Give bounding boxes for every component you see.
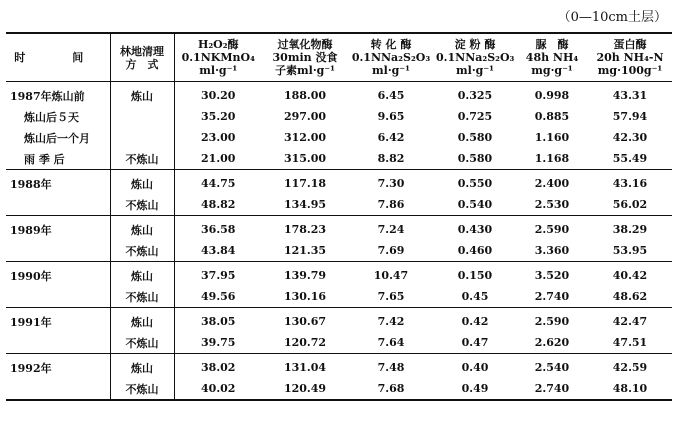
value-cell: 23.00 bbox=[201, 131, 236, 144]
value-cell: 2.590 bbox=[534, 315, 570, 328]
value-cell: 57.94 bbox=[612, 110, 648, 123]
value-cell: 0.40 bbox=[461, 361, 489, 374]
value-cell: 48.82 bbox=[201, 198, 236, 211]
table-row bbox=[6, 240, 672, 262]
header-line: 淀 粉 酶 bbox=[454, 38, 496, 51]
time-cell: 1989年 bbox=[10, 223, 52, 237]
table-row bbox=[6, 106, 672, 127]
time-cell: 雨 季 后 bbox=[24, 152, 65, 166]
value-cell: 6.42 bbox=[377, 131, 405, 144]
value-cell: 2.740 bbox=[534, 290, 570, 303]
value-cell: 43.31 bbox=[612, 89, 648, 102]
header-time: 时 间 bbox=[14, 51, 102, 64]
value-cell: 43.16 bbox=[612, 177, 648, 190]
value-cell: 7.68 bbox=[377, 382, 405, 395]
header-line: ml·g⁻¹ bbox=[199, 64, 238, 77]
value-cell: 7.65 bbox=[377, 290, 405, 303]
value-cell: 297.00 bbox=[283, 110, 327, 123]
value-cell: 1.168 bbox=[534, 152, 570, 165]
table-row bbox=[6, 127, 672, 148]
value-cell: 2.590 bbox=[534, 223, 570, 236]
row-group bbox=[6, 82, 672, 170]
method-cell: 不炼山 bbox=[110, 332, 174, 354]
value-cell: 0.325 bbox=[457, 89, 493, 102]
value-cell: 9.65 bbox=[377, 110, 405, 123]
method-cell: 炼山 bbox=[110, 354, 174, 379]
row-group bbox=[6, 308, 672, 354]
soil-layer-note: （0—10cm土层） bbox=[557, 10, 667, 25]
header-line: ml·g⁻¹ bbox=[456, 64, 494, 77]
value-cell: 178.23 bbox=[283, 223, 327, 236]
value-cell: 0.150 bbox=[457, 269, 493, 282]
value-cell: 117.18 bbox=[283, 177, 327, 190]
header-line: mg·100g⁻¹ bbox=[597, 64, 663, 77]
value-cell: 7.69 bbox=[377, 244, 405, 257]
value-cell: 0.430 bbox=[457, 223, 493, 236]
header-line: 0.1NNa₂S₂O₃ bbox=[436, 51, 515, 64]
value-cell: 0.45 bbox=[461, 290, 489, 303]
table-row bbox=[6, 354, 672, 379]
value-cell: 0.42 bbox=[461, 315, 489, 328]
header-line: mg·g⁻¹ bbox=[531, 64, 573, 77]
time-cell bbox=[6, 194, 110, 216]
value-cell: 3.360 bbox=[534, 244, 570, 257]
header-line: ml·g⁻¹ bbox=[372, 64, 410, 77]
method-cell: 炼山 bbox=[110, 262, 174, 287]
table-header bbox=[6, 33, 672, 82]
header-line: 过氧化物酶 bbox=[277, 38, 333, 51]
table-row bbox=[6, 286, 672, 308]
value-cell: 0.47 bbox=[461, 336, 489, 349]
value-cell: 0.550 bbox=[457, 177, 493, 190]
table-row bbox=[6, 216, 672, 241]
value-cell: 0.580 bbox=[457, 131, 493, 144]
value-cell: 7.24 bbox=[377, 223, 405, 236]
method-cell: 不炼山 bbox=[110, 148, 174, 170]
header-line: 蛋白酶 bbox=[613, 38, 647, 51]
value-cell: 7.30 bbox=[377, 177, 405, 190]
value-cell: 6.45 bbox=[377, 89, 405, 102]
value-cell: 134.95 bbox=[283, 198, 327, 211]
value-cell: 39.75 bbox=[201, 336, 236, 349]
header-line: 脲 酶 bbox=[535, 38, 569, 51]
value-cell: 55.49 bbox=[612, 152, 648, 165]
table-row bbox=[6, 262, 672, 287]
value-cell: 2.740 bbox=[534, 382, 570, 395]
header-invertase bbox=[348, 33, 434, 82]
time-cell: 炼山后５天 bbox=[24, 110, 79, 124]
time-cell: 1990年 bbox=[10, 269, 52, 283]
value-cell: 48.10 bbox=[612, 382, 648, 395]
value-cell: 315.00 bbox=[283, 152, 327, 165]
value-cell: 0.885 bbox=[534, 110, 570, 123]
time-cell: 1988年 bbox=[10, 177, 52, 191]
value-cell: 0.725 bbox=[457, 110, 493, 123]
value-cell: 1.160 bbox=[534, 131, 570, 144]
method-cell: 炼山 bbox=[110, 82, 174, 107]
value-cell: 40.02 bbox=[201, 382, 236, 395]
value-cell: 2.620 bbox=[534, 336, 570, 349]
value-cell: 35.20 bbox=[201, 110, 236, 123]
value-cell: 21.00 bbox=[201, 152, 236, 165]
value-cell: 30.20 bbox=[201, 89, 236, 102]
value-cell: 36.58 bbox=[201, 223, 236, 236]
time-cell bbox=[6, 332, 110, 354]
value-cell: 139.79 bbox=[283, 269, 327, 282]
value-cell: 42.47 bbox=[612, 315, 648, 328]
table-row bbox=[6, 148, 672, 170]
value-cell: 3.520 bbox=[534, 269, 570, 282]
header-line: 0.1NNa₂S₂O₃ bbox=[351, 51, 431, 64]
value-cell: 42.30 bbox=[612, 131, 648, 144]
value-cell: 47.51 bbox=[612, 336, 648, 349]
value-cell: 130.67 bbox=[283, 315, 327, 328]
header-line: 0.1NKMnO₄ bbox=[181, 51, 255, 64]
header-peroxidase bbox=[262, 33, 348, 82]
table-row bbox=[6, 170, 672, 195]
header-protease bbox=[588, 33, 672, 82]
table-row bbox=[6, 378, 672, 400]
value-cell: 38.05 bbox=[201, 315, 236, 328]
header-h2o2-enzyme bbox=[174, 33, 262, 82]
method-cell bbox=[110, 106, 174, 127]
row-group bbox=[6, 170, 672, 216]
soil-enzyme-table bbox=[6, 32, 672, 401]
value-cell: 120.49 bbox=[283, 382, 327, 395]
value-cell: 130.16 bbox=[283, 290, 327, 303]
header-amylase bbox=[434, 33, 516, 82]
row-group bbox=[6, 216, 672, 262]
method-cell: 不炼山 bbox=[110, 240, 174, 262]
value-cell: 7.86 bbox=[377, 198, 405, 211]
row-group bbox=[6, 354, 672, 401]
value-cell: 0.49 bbox=[461, 382, 489, 395]
method-cell: 不炼山 bbox=[110, 286, 174, 308]
row-group bbox=[6, 262, 672, 308]
table-row bbox=[6, 82, 672, 107]
value-cell: 40.42 bbox=[612, 269, 648, 282]
header-line: 48h NH₄ bbox=[525, 51, 579, 64]
value-cell: 48.62 bbox=[612, 290, 648, 303]
value-cell: 43.84 bbox=[201, 244, 236, 257]
time-cell bbox=[6, 240, 110, 262]
value-cell: 121.35 bbox=[283, 244, 327, 257]
value-cell: 120.72 bbox=[283, 336, 327, 349]
method-cell: 炼山 bbox=[110, 216, 174, 241]
value-cell: 8.82 bbox=[377, 152, 405, 165]
method-cell: 炼山 bbox=[110, 170, 174, 195]
method-cell bbox=[110, 127, 174, 148]
value-cell: 312.00 bbox=[283, 131, 327, 144]
value-cell: 2.400 bbox=[534, 177, 570, 190]
header-line: H₂O₂酶 bbox=[197, 38, 239, 51]
header-line: 子素ml·g⁻¹ bbox=[275, 64, 335, 77]
value-cell: 10.47 bbox=[373, 269, 409, 282]
header-urease bbox=[516, 33, 588, 82]
method-cell: 不炼山 bbox=[110, 378, 174, 400]
value-cell: 2.530 bbox=[534, 198, 570, 211]
time-cell: 1992年 bbox=[10, 361, 52, 375]
value-cell: 7.48 bbox=[377, 361, 405, 374]
time-cell bbox=[6, 286, 110, 308]
value-cell: 37.95 bbox=[201, 269, 236, 282]
header-line: 转 化 酶 bbox=[370, 38, 412, 51]
value-cell: 0.540 bbox=[457, 198, 493, 211]
header-method bbox=[110, 33, 174, 82]
header-method-line: 方 式 bbox=[125, 57, 159, 71]
value-cell: 2.540 bbox=[534, 361, 570, 374]
method-cell: 炼山 bbox=[110, 308, 174, 333]
value-cell: 38.02 bbox=[201, 361, 236, 374]
value-cell: 56.02 bbox=[612, 198, 648, 211]
value-cell: 38.29 bbox=[612, 223, 648, 236]
value-cell: 131.04 bbox=[283, 361, 327, 374]
table-row bbox=[6, 332, 672, 354]
time-cell: 炼山后一个月 bbox=[24, 131, 90, 145]
value-cell: 53.95 bbox=[612, 244, 648, 257]
value-cell: 7.64 bbox=[377, 336, 405, 349]
method-cell: 不炼山 bbox=[110, 194, 174, 216]
table-row bbox=[6, 194, 672, 216]
value-cell: 188.00 bbox=[283, 89, 327, 102]
value-cell: 44.75 bbox=[201, 177, 236, 190]
time-cell: 1991年 bbox=[10, 315, 52, 329]
value-cell: 42.59 bbox=[612, 361, 648, 374]
time-cell: 1987年炼山前 bbox=[10, 89, 85, 103]
value-cell: 0.460 bbox=[457, 244, 493, 257]
value-cell: 7.42 bbox=[377, 315, 405, 328]
value-cell: 49.56 bbox=[201, 290, 236, 303]
table-row bbox=[6, 308, 672, 333]
header-line: 20h NH₄-N bbox=[596, 51, 664, 64]
header-line: 30min 没食 bbox=[272, 51, 338, 64]
value-cell: 0.998 bbox=[534, 89, 570, 102]
value-cell: 0.580 bbox=[457, 152, 493, 165]
header-method-line: 林地清理 bbox=[120, 44, 164, 58]
time-cell bbox=[6, 378, 110, 400]
